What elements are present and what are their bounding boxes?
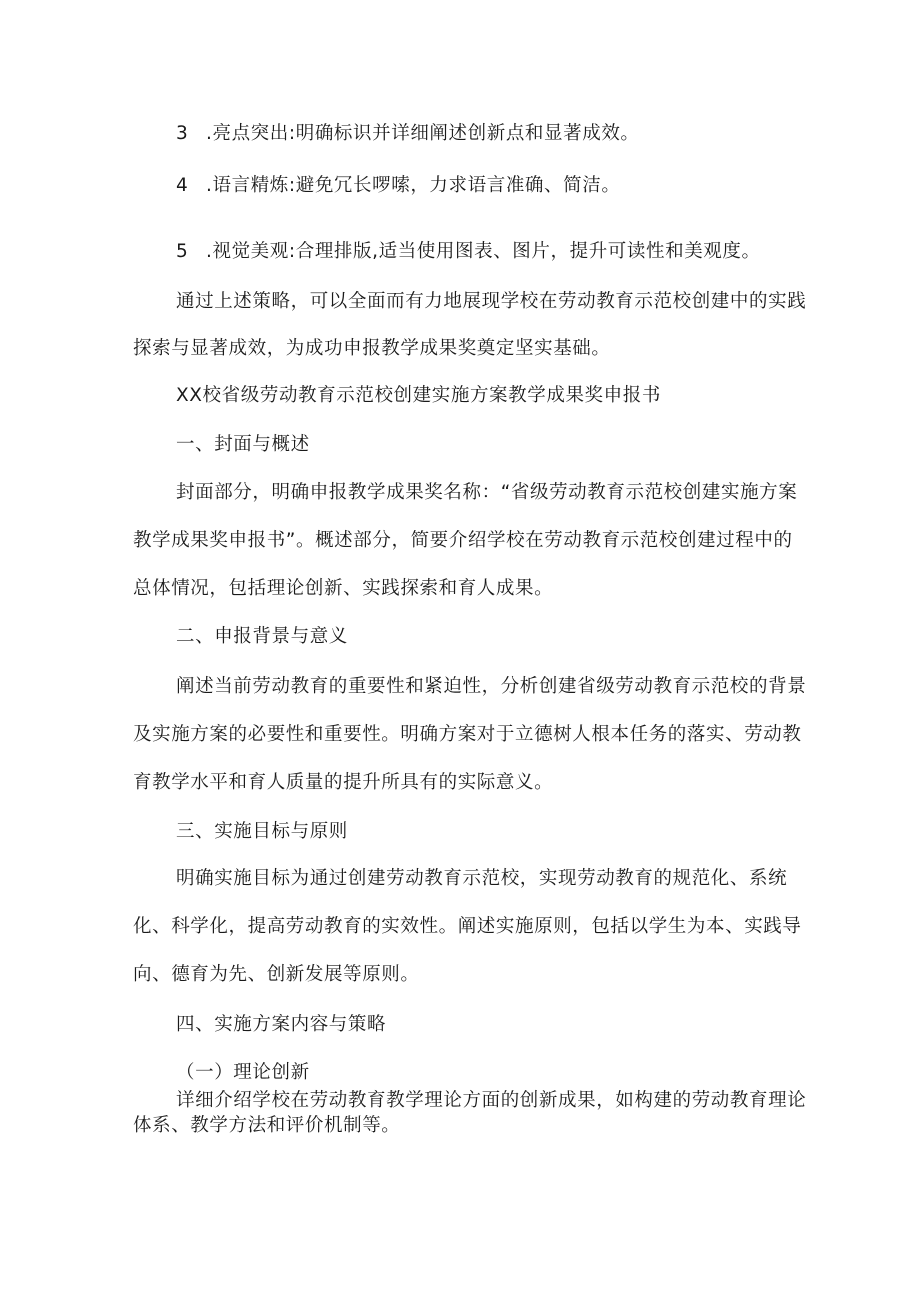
list-item-4 xyxy=(176,174,620,198)
section-1-line-3: 总体情况，包括理论创新、实践探索和育人成果。 xyxy=(133,578,554,599)
section-3-line-3: 向、德育为先、创新发展等原则。 xyxy=(133,964,420,985)
list-text: .亮点突出:明确标识并详细阐述创新点和显著成效。 xyxy=(206,123,640,144)
section-3-heading: 三、实施目标与原则 xyxy=(176,821,348,842)
section-2-line-1: 阐述当前劳动教育的重要性和紧迫性，分析创建省级劳动教育示范校的背景 xyxy=(176,676,807,697)
section-3-line-2: 化、科学化，提高劳动教育的实效性。阐述实施原则，包括以学生为本、实践导 xyxy=(133,916,802,937)
subsection-1-line-2: 体系、教学方法和评价机制等。 xyxy=(133,1115,401,1136)
section-1-heading: 一、封面与概述 xyxy=(176,434,310,455)
section-3-line-1: 明确实施目标为通过创建劳动教育示范校，实现劳动教育的规范化、系统 xyxy=(176,868,788,889)
section-2-line-2: 及实施方案的必要性和重要性。明确方案对于立德树人根本任务的落实、劳动教 xyxy=(133,724,802,745)
list-text: .语言精炼:避免冗长啰嗦，力求语言准确、简洁。 xyxy=(206,175,621,196)
section-2-line-3: 育教学水平和育人质量的提升所具有的实际意义。 xyxy=(133,772,554,793)
list-text: .视觉美观:合理排版,适当使用图表、图片，提升可读性和美观度。 xyxy=(206,241,761,262)
section-2-heading: 二、申报背景与意义 xyxy=(176,626,348,647)
document-title: XX校省级劳动教育示范校创建实施方案教学成果奖申报书 xyxy=(176,385,661,406)
list-number: 5 xyxy=(176,241,189,262)
list-item-5 xyxy=(176,240,761,264)
section-1-line-2: 教学成果奖申报书”。概述部分，简要介绍学校在劳动教育示范校创建过程中的 xyxy=(133,530,793,551)
subsection-1-line-1: 详细介绍学校在劳动教育教学理论方面的创新成果，如构建的劳动教育理论 xyxy=(176,1090,807,1111)
list-number: 4 xyxy=(176,175,189,196)
summary-line-1: 通过上述策略，可以全面而有力地展现学校在劳动教育示范校创建中的实践 xyxy=(176,291,807,312)
list-item-3 xyxy=(176,122,640,146)
list-number: 3 xyxy=(176,123,189,144)
subsection-1-heading: （一）理论创新 xyxy=(176,1062,310,1083)
section-1-line-1: 封面部分，明确申报教学成果奖名称：“省级劳动教育示范校创建实施方案 xyxy=(176,482,798,503)
section-4-heading: 四、实施方案内容与策略 xyxy=(176,1014,387,1035)
summary-line-2: 探索与显著成效，为成功申报教学成果奖奠定坚实基础。 xyxy=(133,338,611,359)
